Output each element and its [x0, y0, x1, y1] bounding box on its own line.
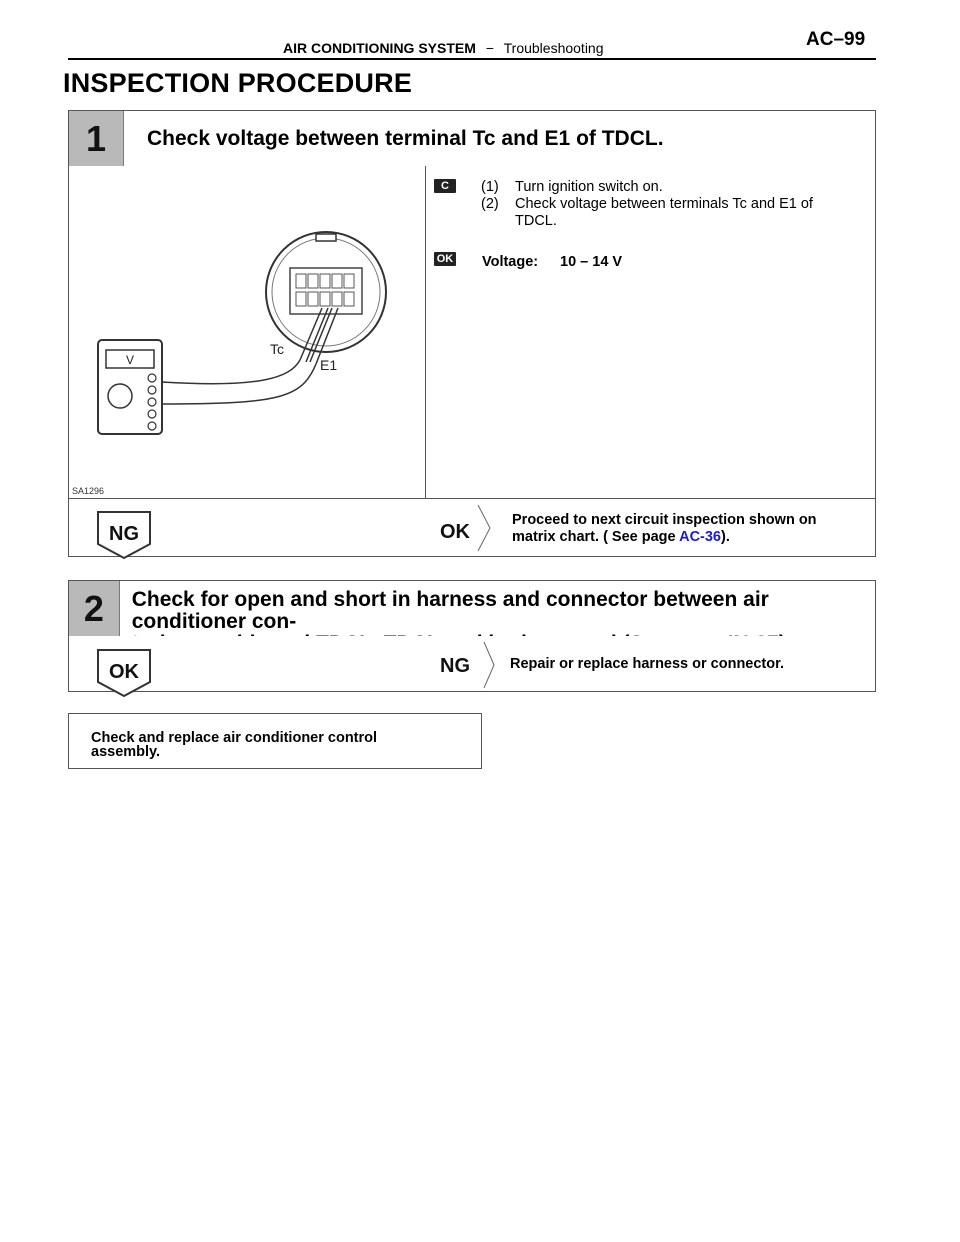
step2-ok-label: OK — [109, 661, 139, 683]
step2-title-line1: Check for open and short in harness and connector between air conditioner con- — [131, 588, 769, 633]
step2-title — [120, 581, 875, 637]
step1-ok-label: OK — [440, 521, 470, 543]
ok-spec-badge: OK — [434, 252, 456, 266]
final-action-text — [69, 714, 481, 759]
step1-ng-label: NG — [109, 523, 139, 545]
ok-result-line1: Proceed to next circuit inspection shown on — [512, 512, 817, 528]
header-section: AIR CONDITIONING SYSTEM — [283, 40, 476, 56]
step2-ng-label: NG — [440, 655, 470, 677]
step1-ng-pointer — [96, 510, 152, 560]
step2-number: 2 — [69, 581, 120, 637]
ok-result-text: matrix chart. ( See page — [512, 529, 680, 545]
voltmeter-icon — [98, 340, 162, 434]
ok-result-close: ). — [721, 529, 730, 545]
page-title: INSPECTION PROCEDURE — [63, 68, 413, 98]
header-rule — [68, 58, 876, 60]
step2-title-box — [68, 580, 876, 638]
check-badge: C — [434, 179, 456, 193]
instruction-2-text: Check voltage between terminals Tc and E1 of — [515, 196, 813, 212]
voltmeter-label: V — [126, 353, 135, 367]
terminal-e1-label: E1 — [320, 357, 338, 373]
header-subsection: Troubleshooting — [503, 40, 604, 56]
instruction-1-text: Turn ignition switch on. — [515, 179, 663, 195]
ok-result-line2 — [512, 529, 817, 546]
instruction-2-cont: TDCL. — [515, 213, 557, 229]
step1-number: 1 — [69, 111, 124, 167]
figure-code: SA1296 — [72, 486, 105, 496]
running-header — [283, 40, 604, 56]
final-line1: Check and replace air conditioner control — [91, 730, 378, 746]
instruction-1-num: (1) — [481, 179, 499, 195]
final-line2: assembly. — [91, 744, 161, 760]
step1-ok-result — [512, 512, 817, 546]
voltage-value: 10 – 14 V — [560, 254, 623, 270]
tdcl-voltmeter-illustration — [70, 168, 422, 496]
step2-ng-arrow — [438, 640, 498, 690]
link-ac-36[interactable]: AC-36 — [679, 529, 721, 545]
instruction-2-num: (2) — [481, 196, 499, 212]
page-number: AC–99 — [806, 29, 866, 50]
step1-ok-arrow — [438, 503, 498, 553]
terminal-tc-label: Tc — [270, 341, 284, 357]
step2-ng-result: Repair or replace harness or connector. — [510, 656, 784, 672]
step1-divider — [425, 166, 426, 499]
step1-title-box — [68, 110, 876, 168]
step2-ok-pointer — [96, 648, 152, 698]
voltage-label: Voltage: — [482, 254, 539, 270]
final-action-box — [68, 713, 482, 769]
header-separator: − — [485, 40, 494, 56]
step1-title: Check voltage between terminal Tc and E1 of TDCL. — [147, 127, 664, 150]
